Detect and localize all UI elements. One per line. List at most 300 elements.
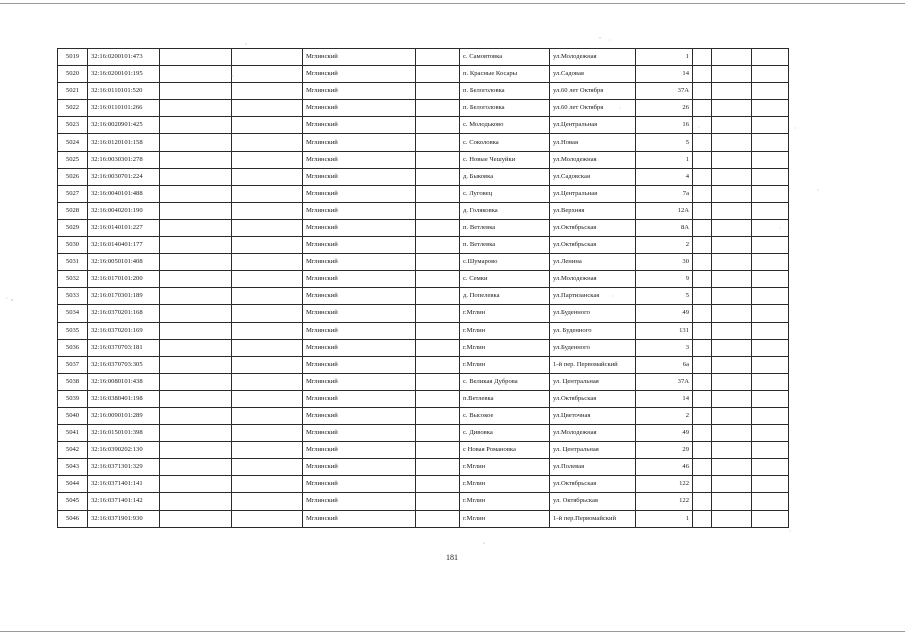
cell-house-number: 14 — [636, 390, 693, 407]
cell-empty — [693, 356, 712, 373]
cell-street: ул.Садовая — [550, 66, 636, 83]
registry-table-body — [58, 49, 789, 528]
table-row — [58, 134, 789, 151]
cell-street: ул.Молодежная — [550, 151, 636, 168]
cell-house-number: 14 — [636, 66, 693, 83]
cell-empty — [712, 476, 752, 493]
cell-empty — [712, 66, 752, 83]
cell-house-number: 30 — [636, 254, 693, 271]
cell-empty — [232, 493, 303, 510]
cell-house-number: 29 — [636, 442, 693, 459]
cell-empty — [752, 83, 789, 100]
cell-street: ул. Центральная — [550, 442, 636, 459]
cell-house-number: 2 — [636, 237, 693, 254]
cell-empty — [232, 83, 303, 100]
table-row — [58, 237, 789, 254]
cell-row-number: 5028 — [58, 202, 88, 219]
cell-empty — [232, 219, 303, 236]
cell-district: Мглинский — [303, 83, 416, 100]
cell-cadastral-number: 32:16:0371901:930 — [88, 510, 160, 527]
table-row — [58, 425, 789, 442]
cell-district: Мглинский — [303, 100, 416, 117]
cell-empty — [160, 83, 232, 100]
cell-street: ул.Центральная — [550, 117, 636, 134]
cell-house-number: 122 — [636, 476, 693, 493]
cell-street: ул.Октябрьская — [550, 237, 636, 254]
cell-empty — [752, 390, 789, 407]
cell-settlement: д. Голяковка — [460, 202, 550, 219]
table-row — [58, 459, 789, 476]
cell-district: Мглинский — [303, 254, 416, 271]
cell-empty — [160, 356, 232, 373]
cell-empty — [712, 510, 752, 527]
cell-row-number: 5032 — [58, 271, 88, 288]
cell-empty — [752, 407, 789, 424]
cell-house-number: 3 — [636, 339, 693, 356]
cell-empty — [160, 459, 232, 476]
cell-house-number: 49 — [636, 305, 693, 322]
registry-table — [57, 48, 789, 528]
cell-row-number: 5034 — [58, 305, 88, 322]
cell-street: ул.Верхняя — [550, 202, 636, 219]
cell-empty — [752, 459, 789, 476]
cell-empty — [712, 100, 752, 117]
cell-district: Мглинский — [303, 151, 416, 168]
cell-empty — [416, 373, 460, 390]
cell-cadastral-number: 32:16:0200101:195 — [88, 66, 160, 83]
table-row — [58, 356, 789, 373]
cell-house-number: 49 — [636, 425, 693, 442]
cell-empty — [160, 390, 232, 407]
cell-empty — [693, 151, 712, 168]
cell-cadastral-number: 32:16:0390202:130 — [88, 442, 160, 459]
cell-empty — [693, 83, 712, 100]
cell-street: ул.Октябрьская — [550, 476, 636, 493]
cell-house-number: 5 — [636, 288, 693, 305]
cell-empty — [693, 322, 712, 339]
cell-house-number: 9 — [636, 271, 693, 288]
cell-empty — [712, 407, 752, 424]
cell-empty — [693, 254, 712, 271]
cell-settlement: г.Мглин — [460, 459, 550, 476]
cell-cadastral-number: 32:16:0370201:169 — [88, 322, 160, 339]
cell-empty — [416, 134, 460, 151]
cell-settlement: п.Ветлевка — [460, 390, 550, 407]
cell-empty — [416, 476, 460, 493]
cell-empty — [752, 356, 789, 373]
cell-empty — [232, 425, 303, 442]
cell-empty — [232, 288, 303, 305]
cell-house-number: 122 — [636, 493, 693, 510]
cell-settlement: п. Красные Косары — [460, 66, 550, 83]
cell-street: ул. Октябрьская — [550, 493, 636, 510]
table-row — [58, 219, 789, 236]
cell-cadastral-number: 32:16:0371401:142 — [88, 493, 160, 510]
cell-empty — [693, 168, 712, 185]
cell-empty — [712, 134, 752, 151]
cell-empty — [712, 254, 752, 271]
cell-empty — [712, 219, 752, 236]
cell-cadastral-number: 32:16:0371401:141 — [88, 476, 160, 493]
cell-empty — [160, 476, 232, 493]
cell-row-number: 5026 — [58, 168, 88, 185]
cell-street: ул.Новая — [550, 134, 636, 151]
cell-empty — [693, 390, 712, 407]
cell-empty — [752, 476, 789, 493]
cell-row-number: 5024 — [58, 134, 88, 151]
cell-district: Мглинский — [303, 185, 416, 202]
cell-empty — [712, 83, 752, 100]
cell-street: ул.Цветочная — [550, 407, 636, 424]
cell-street: ул.60 лет Октября — [550, 100, 636, 117]
cell-empty — [416, 66, 460, 83]
cell-district: Мглинский — [303, 219, 416, 236]
table-row — [58, 288, 789, 305]
cell-empty — [160, 305, 232, 322]
table-row — [58, 254, 789, 271]
cell-row-number: 5044 — [58, 476, 88, 493]
cell-empty — [416, 442, 460, 459]
cell-street: ул.Партизанская — [550, 288, 636, 305]
cell-empty — [693, 134, 712, 151]
cell-empty — [232, 202, 303, 219]
table-row — [58, 322, 789, 339]
table-row — [58, 442, 789, 459]
cell-empty — [232, 390, 303, 407]
cell-cadastral-number: 32:16:0170301:189 — [88, 288, 160, 305]
cell-empty — [160, 117, 232, 134]
cell-empty — [752, 288, 789, 305]
cell-empty — [416, 151, 460, 168]
cell-row-number: 5041 — [58, 425, 88, 442]
cell-empty — [232, 168, 303, 185]
cell-row-number: 5040 — [58, 407, 88, 424]
cell-empty — [752, 66, 789, 83]
table-row — [58, 168, 789, 185]
cell-empty — [160, 219, 232, 236]
cell-empty — [693, 373, 712, 390]
table-row — [58, 49, 789, 66]
cell-district: Мглинский — [303, 425, 416, 442]
cell-empty — [232, 100, 303, 117]
cell-district: Мглинский — [303, 168, 416, 185]
cell-empty — [232, 49, 303, 66]
cell-house-number: 1 — [636, 151, 693, 168]
cell-house-number: 2 — [636, 407, 693, 424]
cell-empty — [232, 459, 303, 476]
cell-street: ул. Центральная — [550, 373, 636, 390]
cell-empty — [416, 356, 460, 373]
cell-district: Мглинский — [303, 202, 416, 219]
cell-district: Мглинский — [303, 49, 416, 66]
cell-street: ул.Центральная — [550, 185, 636, 202]
cell-empty — [712, 49, 752, 66]
cell-empty — [160, 237, 232, 254]
cell-empty — [416, 168, 460, 185]
cell-empty — [416, 407, 460, 424]
cell-cadastral-number: 32:16:0040201:190 — [88, 202, 160, 219]
cell-cadastral-number: 32:16:0150101:398 — [88, 425, 160, 442]
cell-empty — [160, 288, 232, 305]
cell-settlement: д. Быковка — [460, 168, 550, 185]
cell-settlement: г.Мглин — [460, 305, 550, 322]
cell-district: Мглинский — [303, 493, 416, 510]
cell-street: ул.Молодежная — [550, 49, 636, 66]
cell-empty — [693, 288, 712, 305]
table-row — [58, 202, 789, 219]
cell-empty — [752, 134, 789, 151]
cell-empty — [712, 288, 752, 305]
cell-empty — [160, 202, 232, 219]
cell-empty — [712, 356, 752, 373]
cell-cadastral-number: 32:16:0120101:158 — [88, 134, 160, 151]
cell-empty — [752, 493, 789, 510]
cell-district: Мглинский — [303, 322, 416, 339]
cell-row-number: 5029 — [58, 219, 88, 236]
cell-cadastral-number: 32:16:0030301:278 — [88, 151, 160, 168]
cell-settlement: п. Ветлевка — [460, 219, 550, 236]
cell-settlement: г.Мглин — [460, 322, 550, 339]
cell-empty — [232, 476, 303, 493]
cell-empty — [752, 322, 789, 339]
cell-empty — [752, 339, 789, 356]
cell-house-number: 4 — [636, 168, 693, 185]
cell-empty — [232, 66, 303, 83]
cell-district: Мглинский — [303, 459, 416, 476]
cell-empty — [712, 168, 752, 185]
cell-cadastral-number: 32:16:0020901:425 — [88, 117, 160, 134]
cell-empty — [712, 322, 752, 339]
cell-row-number: 5036 — [58, 339, 88, 356]
cell-empty — [416, 339, 460, 356]
cell-district: Мглинский — [303, 288, 416, 305]
cell-settlement: с. Самовтовка — [460, 49, 550, 66]
table-row — [58, 390, 789, 407]
cell-row-number: 5038 — [58, 373, 88, 390]
cell-street: ул.Полевая — [550, 459, 636, 476]
cell-empty — [160, 66, 232, 83]
cell-empty — [693, 493, 712, 510]
cell-cadastral-number: 32:16:0140101:227 — [88, 219, 160, 236]
cell-house-number: 6а — [636, 356, 693, 373]
cell-row-number: 5042 — [58, 442, 88, 459]
cell-empty — [712, 390, 752, 407]
cell-empty — [160, 271, 232, 288]
cell-empty — [160, 185, 232, 202]
cell-settlement: с. Дивовка — [460, 425, 550, 442]
cell-street: ул.Молодежная — [550, 425, 636, 442]
cell-cadastral-number: 32:16:0030701:224 — [88, 168, 160, 185]
cell-empty — [416, 185, 460, 202]
cell-cadastral-number: 32:16:0170101:200 — [88, 271, 160, 288]
cell-house-number: 8А — [636, 219, 693, 236]
cell-row-number: 5037 — [58, 356, 88, 373]
cell-settlement: с. Высокое — [460, 407, 550, 424]
cell-empty — [752, 373, 789, 390]
cell-empty — [160, 407, 232, 424]
table-row — [58, 373, 789, 390]
cell-row-number: 5020 — [58, 66, 88, 83]
table-row — [58, 476, 789, 493]
cell-settlement: с. Луговец — [460, 185, 550, 202]
cell-empty — [752, 254, 789, 271]
table-row — [58, 83, 789, 100]
cell-empty — [693, 305, 712, 322]
cell-district: Мглинский — [303, 373, 416, 390]
cell-empty — [232, 373, 303, 390]
cell-empty — [752, 425, 789, 442]
cell-cadastral-number: 32:16:0110101:266 — [88, 100, 160, 117]
cell-house-number: 1 — [636, 49, 693, 66]
cell-street: ул.60 лет Октября — [550, 83, 636, 100]
cell-street: ул. Буденного — [550, 322, 636, 339]
cell-cadastral-number: 32:16:0040101:488 — [88, 185, 160, 202]
cell-empty — [160, 100, 232, 117]
cell-empty — [416, 219, 460, 236]
cell-settlement: г.Мглин — [460, 339, 550, 356]
cell-district: Мглинский — [303, 305, 416, 322]
cell-empty — [752, 219, 789, 236]
cell-house-number: 16 — [636, 117, 693, 134]
cell-empty — [416, 305, 460, 322]
cell-cadastral-number: 32:16:0140401:177 — [88, 237, 160, 254]
cell-empty — [160, 510, 232, 527]
cell-settlement: д. Попелевка — [460, 288, 550, 305]
cell-empty — [752, 100, 789, 117]
cell-street: ул.Ленина — [550, 254, 636, 271]
cell-street: ул.Буденного — [550, 339, 636, 356]
cell-district: Мглинский — [303, 356, 416, 373]
cell-settlement: с. Молодьково — [460, 117, 550, 134]
cell-empty — [712, 117, 752, 134]
cell-street: ул.Молодежная — [550, 271, 636, 288]
cell-empty — [232, 185, 303, 202]
cell-empty — [712, 493, 752, 510]
cell-empty — [160, 254, 232, 271]
cell-empty — [416, 322, 460, 339]
cell-empty — [416, 202, 460, 219]
table-row — [58, 407, 789, 424]
cell-row-number: 5046 — [58, 510, 88, 527]
cell-empty — [752, 305, 789, 322]
table-row — [58, 510, 789, 527]
cell-empty — [232, 305, 303, 322]
cell-settlement: с. Соколовка — [460, 134, 550, 151]
cell-row-number: 5027 — [58, 185, 88, 202]
cell-district: Мглинский — [303, 237, 416, 254]
table-row — [58, 117, 789, 134]
cell-empty — [712, 151, 752, 168]
cell-empty — [232, 134, 303, 151]
cell-empty — [232, 254, 303, 271]
cell-empty — [712, 271, 752, 288]
cell-district: Мглинский — [303, 407, 416, 424]
cell-house-number: 46 — [636, 459, 693, 476]
table-row — [58, 271, 789, 288]
cell-empty — [416, 493, 460, 510]
cell-settlement: п. Ветлевка — [460, 237, 550, 254]
cell-settlement: г.Мглин — [460, 493, 550, 510]
cell-settlement: п. Белоголовка — [460, 100, 550, 117]
page-top-edge — [0, 3, 905, 4]
cell-cadastral-number: 32:16:0080101:438 — [88, 373, 160, 390]
cell-settlement: п. Белоголовка — [460, 83, 550, 100]
cell-settlement: с. Семки — [460, 271, 550, 288]
cell-empty — [693, 66, 712, 83]
cell-row-number: 5039 — [58, 390, 88, 407]
cell-empty — [712, 373, 752, 390]
cell-empty — [416, 271, 460, 288]
cell-district: Мглинский — [303, 510, 416, 527]
cell-empty — [693, 49, 712, 66]
cell-empty — [752, 168, 789, 185]
cell-row-number: 5031 — [58, 254, 88, 271]
cell-settlement: г.Мглин — [460, 476, 550, 493]
cell-row-number: 5043 — [58, 459, 88, 476]
page-number: 181 — [446, 553, 458, 562]
cell-empty — [752, 151, 789, 168]
cell-street: ул.Октябрьская — [550, 219, 636, 236]
cell-empty — [712, 459, 752, 476]
cell-empty — [416, 425, 460, 442]
cell-house-number: 1 — [636, 510, 693, 527]
cell-empty — [693, 219, 712, 236]
cell-row-number: 5033 — [58, 288, 88, 305]
cell-street: ул.Буденного — [550, 305, 636, 322]
cell-row-number: 5021 — [58, 83, 88, 100]
cell-empty — [693, 510, 712, 527]
table-row — [58, 66, 789, 83]
cell-cadastral-number: 32:16:0110101:520 — [88, 83, 160, 100]
cell-district: Мглинский — [303, 271, 416, 288]
cell-empty — [160, 49, 232, 66]
cell-empty — [232, 442, 303, 459]
cell-house-number: 7а — [636, 185, 693, 202]
cell-empty — [416, 100, 460, 117]
cell-empty — [712, 442, 752, 459]
cell-house-number: 37А — [636, 373, 693, 390]
cell-row-number: 5025 — [58, 151, 88, 168]
cell-empty — [160, 425, 232, 442]
cell-empty — [712, 305, 752, 322]
cell-house-number: 37А — [636, 83, 693, 100]
cell-cadastral-number: 32:16:0371301:329 — [88, 459, 160, 476]
cell-empty — [232, 151, 303, 168]
cell-empty — [693, 271, 712, 288]
table-row — [58, 100, 789, 117]
cell-house-number: 5 — [636, 134, 693, 151]
cell-empty — [712, 339, 752, 356]
cell-empty — [416, 510, 460, 527]
cell-cadastral-number: 32:16:0370703:305 — [88, 356, 160, 373]
cell-empty — [232, 356, 303, 373]
cell-empty — [693, 339, 712, 356]
cell-empty — [693, 202, 712, 219]
cell-empty — [752, 510, 789, 527]
cell-district: Мглинский — [303, 134, 416, 151]
cell-empty — [160, 134, 232, 151]
cell-district: Мглинский — [303, 390, 416, 407]
cell-empty — [232, 322, 303, 339]
cell-empty — [232, 117, 303, 134]
cell-empty — [160, 493, 232, 510]
cell-empty — [712, 202, 752, 219]
cell-empty — [416, 83, 460, 100]
cell-empty — [416, 49, 460, 66]
cell-empty — [752, 49, 789, 66]
cell-street: 1-й пер.Первомайский — [550, 510, 636, 527]
cell-empty — [160, 322, 232, 339]
